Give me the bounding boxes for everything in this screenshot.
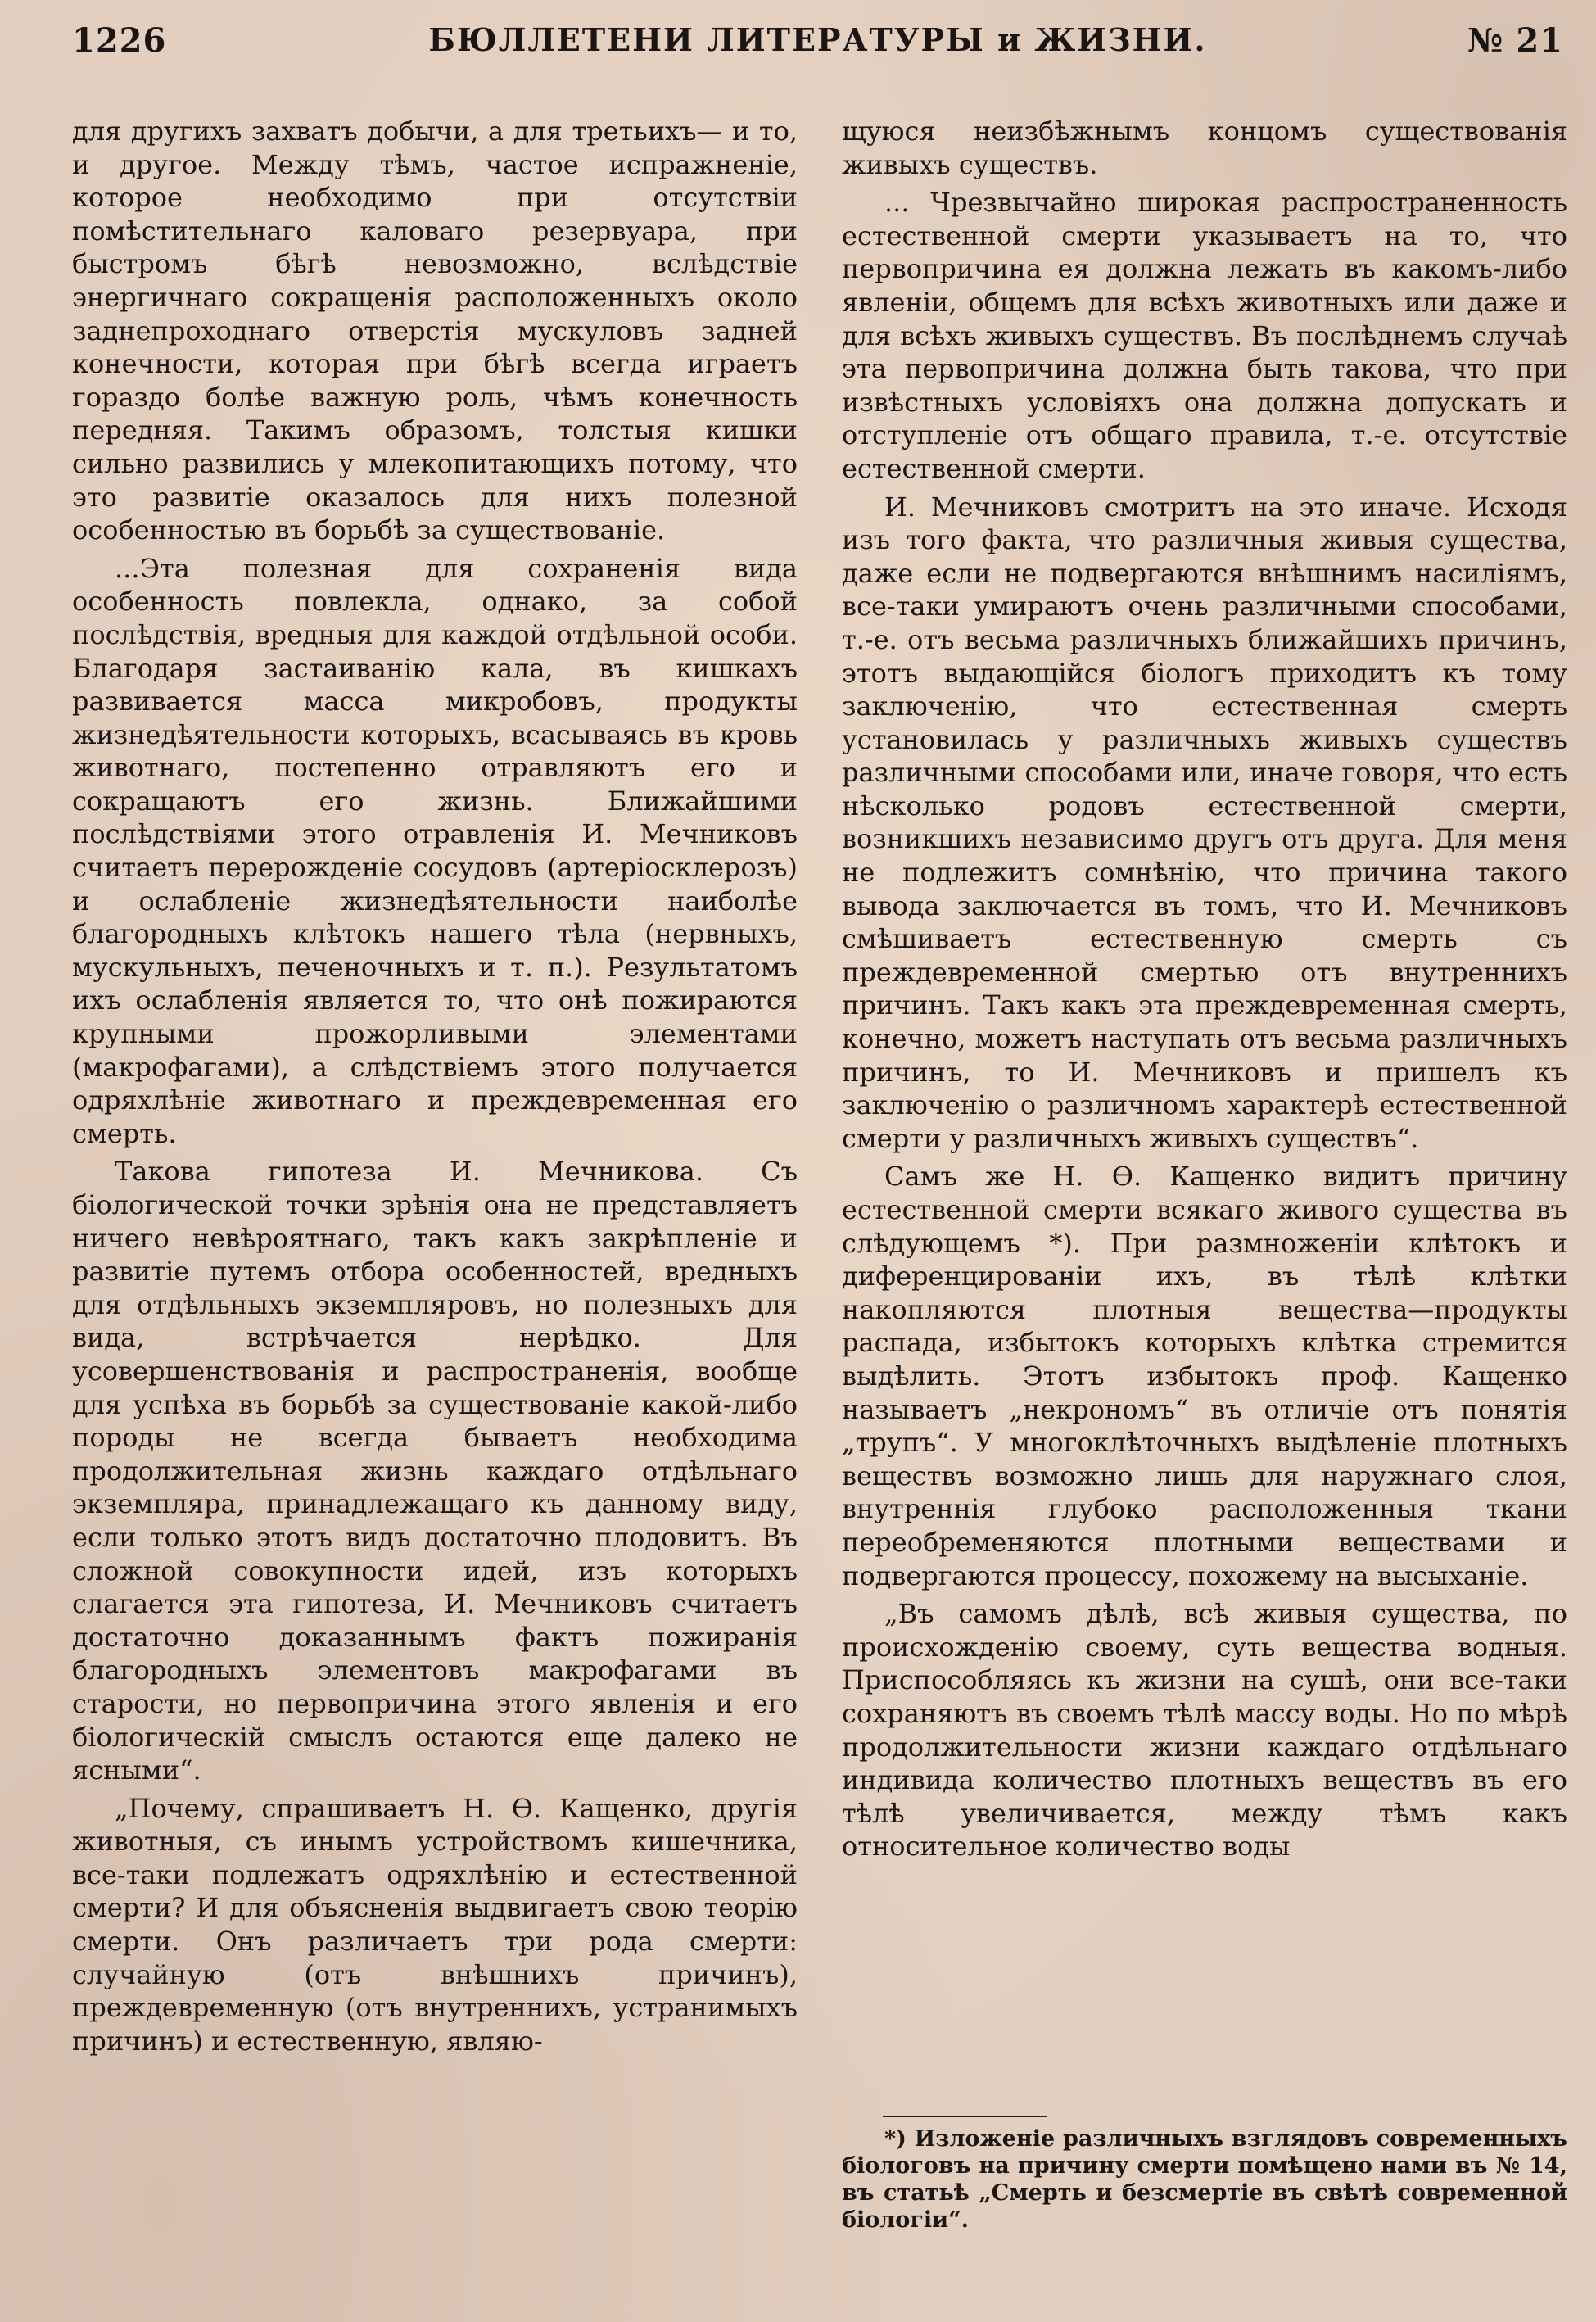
paragraph: ...Эта полезная для сохраненія вида особенность повлекла, однако, за собой послѣдствія, вредныя для каждой отдѣльной особи. Благодаря застаиванію кала, въ кишкахъ развивается масса микробовъ, продукты жизнедѣятельности которыхъ, всасываясь въ кровь животнаго, постепенно отравляютъ его и сокращаютъ его жизнь. Ближайшими послѣдствіями этого отравленія И. Мечниковъ считаетъ перерожденіе сосудовъ (артеріосклерозъ) и ослабленіе жизнедѣятельности наиболѣе благородныхъ клѣтокъ нашего тѣла (нервныхъ, мускульныхъ, печеночныхъ и т. п.). Результатомъ ихъ ослабленія является то, что онѣ пожираются крупными прожорливыми элементами (макрофагами), а слѣдствіемъ этого получается одряхлѣніе животнаго и преждевременная его смерть. — [72, 552, 798, 1149]
page-number: 1226 — [72, 21, 167, 60]
running-title: БЮЛЛЕТЕНИ ЛИТЕРАТУРЫ и ЖИЗНИ. — [428, 21, 1207, 58]
paragraph: Такова гипотеза И. Мечникова. Съ біологической точки зрѣнія она не представляетъ ничего невѣроятнаго, такъ какъ закрѣпленіе и развитіе путемъ отбора особенностей, вредныхъ для отдѣльныхъ экземпляровъ, но полезныхъ для вида, встрѣчается нерѣдко. Для усовершенствованія и распространенія, вообще для успѣха въ борьбѣ за существованіе какой-либо породы не всегда бываетъ необходима продолжительная жизнь каждаго отдѣльнаго экземпляра, принадлежащаго къ данному виду, если только этотъ видъ достаточно плодовитъ. Въ сложной совокупности идей, изъ которыхъ слагается эта гипотеза, И. Мечниковъ считаетъ достаточно доказаннымъ фактъ пожиранія благородныхъ элементовъ макрофагами въ старости, но первопричина этого явленія и его біологическій смыслъ остаются еще далеко не ясными“. — [72, 1156, 798, 1786]
paragraph: И. Мечниковъ смотритъ на это иначе. Исходя изъ того факта, что различныя живыя существа, даже если не подвергаются внѣшнимъ насиліямъ, все-таки умираютъ очень различными способами, т.-е. отъ весьма различныхъ ближайшихъ причинъ, этотъ выдающійся біологъ приходитъ къ тому заключенію, что естественная смерть установилась у различныхъ живыхъ существъ различными способами или, иначе говоря, что есть нѣсколько родовъ естественной смерти, возникшихъ независимо другъ отъ друга. Для меня не подлежитъ сомнѣнію, что причина такого вывода заключается въ томъ, что И. Мечниковъ смѣшиваетъ естественную смерть съ преждевременной смертью отъ внутреннихъ причинъ. Такъ какъ эта преждевременная смерть, конечно, можетъ наступать отъ весьма различныхъ причинъ, то И. Мечниковъ и пришелъ къ заключенію о различномъ характерѣ естественной смерти у различныхъ живыхъ существъ“. — [842, 491, 1567, 1154]
column-divider — [813, 85, 815, 2297]
paragraph: ... Чрезвычайно широкая распространенность естественной смерти указываетъ на то, что первопричина ея должна лежать въ какомъ-либо явленіи, общемъ для всѣхъ животныхъ или даже и для всѣхъ живыхъ существъ. Въ послѣднемъ случаѣ эта первопричина должна быть такова, что при извѣстныхъ условіяхъ она должна допускать и отступленіе отъ общаго правила, т.-е. отсутствіе естественной смерти. — [842, 187, 1567, 484]
left-column — [72, 115, 798, 2057]
right-column — [842, 115, 1567, 1863]
paragraph: „Почему, спрашиваетъ Н. Ѳ. Кащенко, другія животныя, съ инымъ устройствомъ кишечника, все-таки подлежатъ одряхлѣнію и естественной смерти? И для объясненія выдвигаетъ свою теорію смерти. Онъ различаетъ три рода смерти: случайную (отъ внѣшнихъ причинъ), преждевременную (отъ внутреннихъ, устранимыхъ причинъ) и естественную, являю- — [72, 1792, 798, 2057]
issue-number: № 21 — [1467, 21, 1563, 60]
paragraph: щуюся неизбѣжнымъ концомъ существованія живыхъ существъ. — [842, 115, 1567, 180]
paragraph: „Въ самомъ дѣлѣ, всѣ живыя существа, по происхожденію своему, суть вещества водныя. Приспособляясь къ жизни на сушѣ, они все-таки сохраняютъ въ своемъ тѣлѣ массу воды. Но по мѣрѣ продолжительности жизни каждаго отдѣльнаго индивида количество плотныхъ веществъ въ его тѣлѣ увеличивается, между тѣмъ какъ относительное количество воды — [842, 1598, 1567, 1863]
footnote-rule — [883, 2116, 1047, 2117]
footnote-text: *) Изложеніе различныхъ взглядовъ современныхъ біологовъ на причину смерти помѣщено нами въ № 14, въ статьѣ „Смерть и безсмертіе въ свѣтѣ современной біологіи“. — [842, 2126, 1567, 2233]
paragraph: для другихъ захватъ добычи, а для третьихъ— и то, и другое. Между тѣмъ, частое испражненіе, которое необходимо при отсутствіи помѣстительнаго каловаго резервуара, при быстромъ бѣгѣ невозможно, вслѣдствіе энергичнаго сокращенія расположенныхъ около заднепроходнаго отверстія мускуловъ задней конечности, которая при бѣгѣ всегда играетъ гораздо болѣе важную роль, чѣмъ конечность передняя. Такимъ образомъ, толстыя кишки сильно развились у млекопитающихъ потому, что это развитіе оказалось для нихъ полезной особенностью въ борьбѣ за существованіе. — [72, 115, 798, 546]
page-header — [72, 16, 1563, 74]
footnote — [842, 2125, 1567, 2234]
paragraph: Самъ же Н. Ѳ. Кащенко видитъ причину естественной смерти всякаго живого существа въ слѣдующемъ *). При размноженіи клѣтокъ и диференцированіи ихъ, въ тѣлѣ клѣтки накопляются плотныя вещества—продукты распада, избытокъ которыхъ клѣтка стремится выдѣлить. Этотъ избытокъ проф. Кащенко называетъ „некрономъ“ въ отличіе отъ понятія „трупъ“. У многоклѣточныхъ выдѣленіе плотныхъ веществъ возможно лишь для наружнаго слоя, внутреннія глубоко расположенныя ткани переобременяются плотными веществами и подвергаются процессу, похожему на высыханіе. — [842, 1161, 1567, 1591]
